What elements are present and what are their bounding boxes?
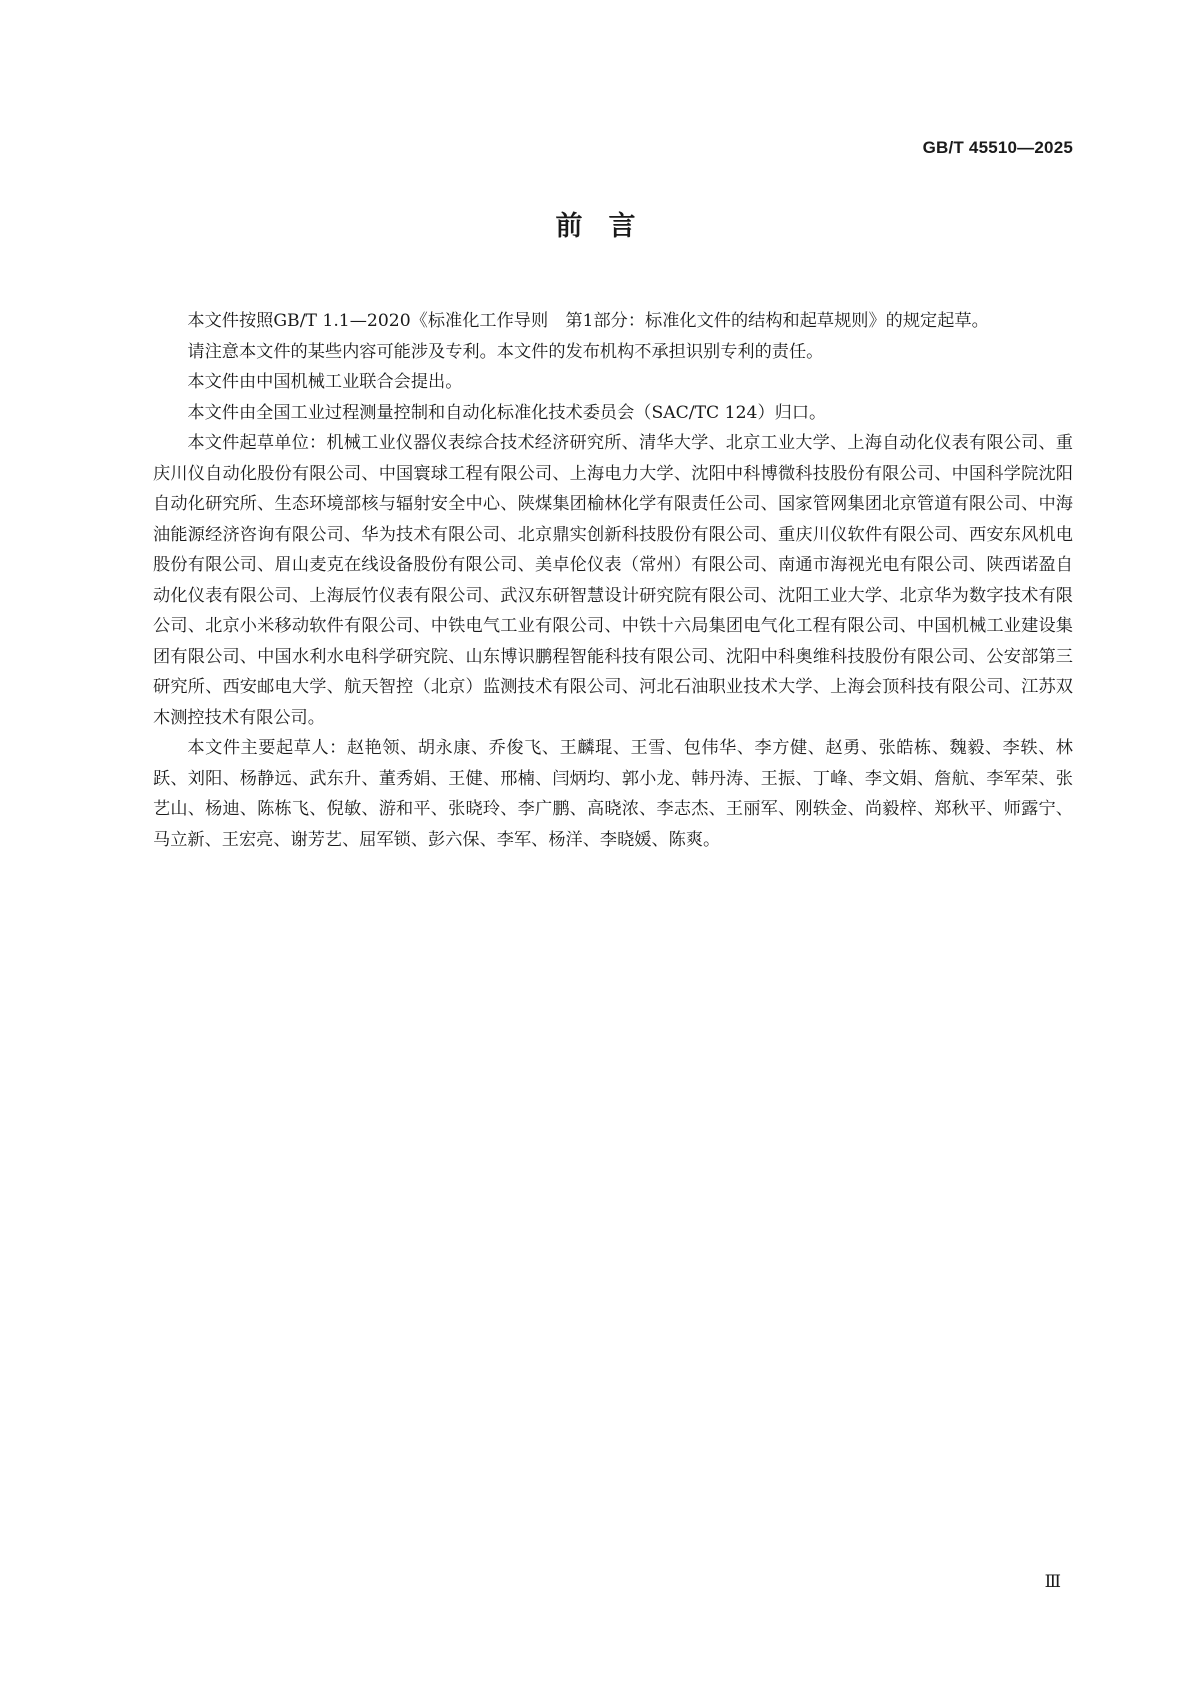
page-number: Ⅲ [1044,1572,1061,1592]
foreword-body [153,306,1073,855]
page-title: 前言 [555,211,662,242]
paragraph-drafting-units: 本文件起草单位：机械工业仪器仪表综合技术经济研究所、清华大学、北京工业大学、上海自动化仪表有限公司、重庆川仪自动化股份有限公司、中国寰球工程有限公司、上海电力大学、沈阳中科博微科技股份有限公司、中国科学院沈阳自动化研究所、生态环境部核与辐射安全中心、陕煤集团榆林化学有限责任公司、国家管网集团北京管道有限公司、中海油能源经济咨询有限公司、华为技术有限公司、北京鼎实创新科技股份有限公司、重庆川仪软件有限公司、西安东风机电股份有限公司、眉山麦克在线设备股份有限公司、美卓伦仪表（常州）有限公司、南通市海视光电有限公司、陕西诺盈自动化仪表有限公司、上海辰竹仪表有限公司、武汉东研智慧设计研究院有限公司、沈阳工业大学、北京华为数字技术有限公司、北京小米移动软件有限公司、中铁电气工业有限公司、中铁十六局集团电气化工程有限公司、中国机械工业建设集团有限公司、中国水利水电科学研究院、山东博识鹏程智能科技有限公司、沈阳中科奥维科技股份有限公司、公安部第三研究所、西安邮电大学、航天智控（北京）监测技术有限公司、河北石油职业技术大学、上海会顶科技有限公司、江苏双木测控技术有限公司。 [153,433,1073,728]
paragraph-administration: 本文件由全国工业过程测量控制和自动化标准化技术委员会（SAC/TC 124）归口。 [187,402,827,423]
paragraph-drafting-rules: 本文件按照GB/T 1.1—2020《标准化工作导则 第1部分：标准化文件的结构和起草规则》的规定起草。 [187,311,989,331]
paragraph-drafters: 本文件主要起草人：赵艳领、胡永康、乔俊飞、王麟琨、王雪、包伟华、李方健、赵勇、张皓栋、魏毅、李轶、林跃、刘阳、杨静远、武东升、董秀娟、王健、邢楠、闫炳均、郭小龙、韩丹涛、王振、丁峰、李文娟、詹航、李军荣、张艺山、杨迪、陈栋飞、倪敏、游和平、张晓玲、李广鹏、高晓浓、李志杰、王丽军、刚轶金、尚毅梓、郑秋平、师露宁、马立新、王宏亮、谢芳艺、屈军锁、彭六保、李军、杨洋、李晓媛、陈爽。 [153,738,1073,850]
paragraph-patent-notice: 请注意本文件的某些内容可能涉及专利。本文件的发布机构不承担识别专利的责任。 [187,341,824,362]
paragraph-proposer: 本文件由中国机械工业联合会提出。 [187,372,463,392]
standard-number: GB/T 45510—2025 [922,138,1073,157]
